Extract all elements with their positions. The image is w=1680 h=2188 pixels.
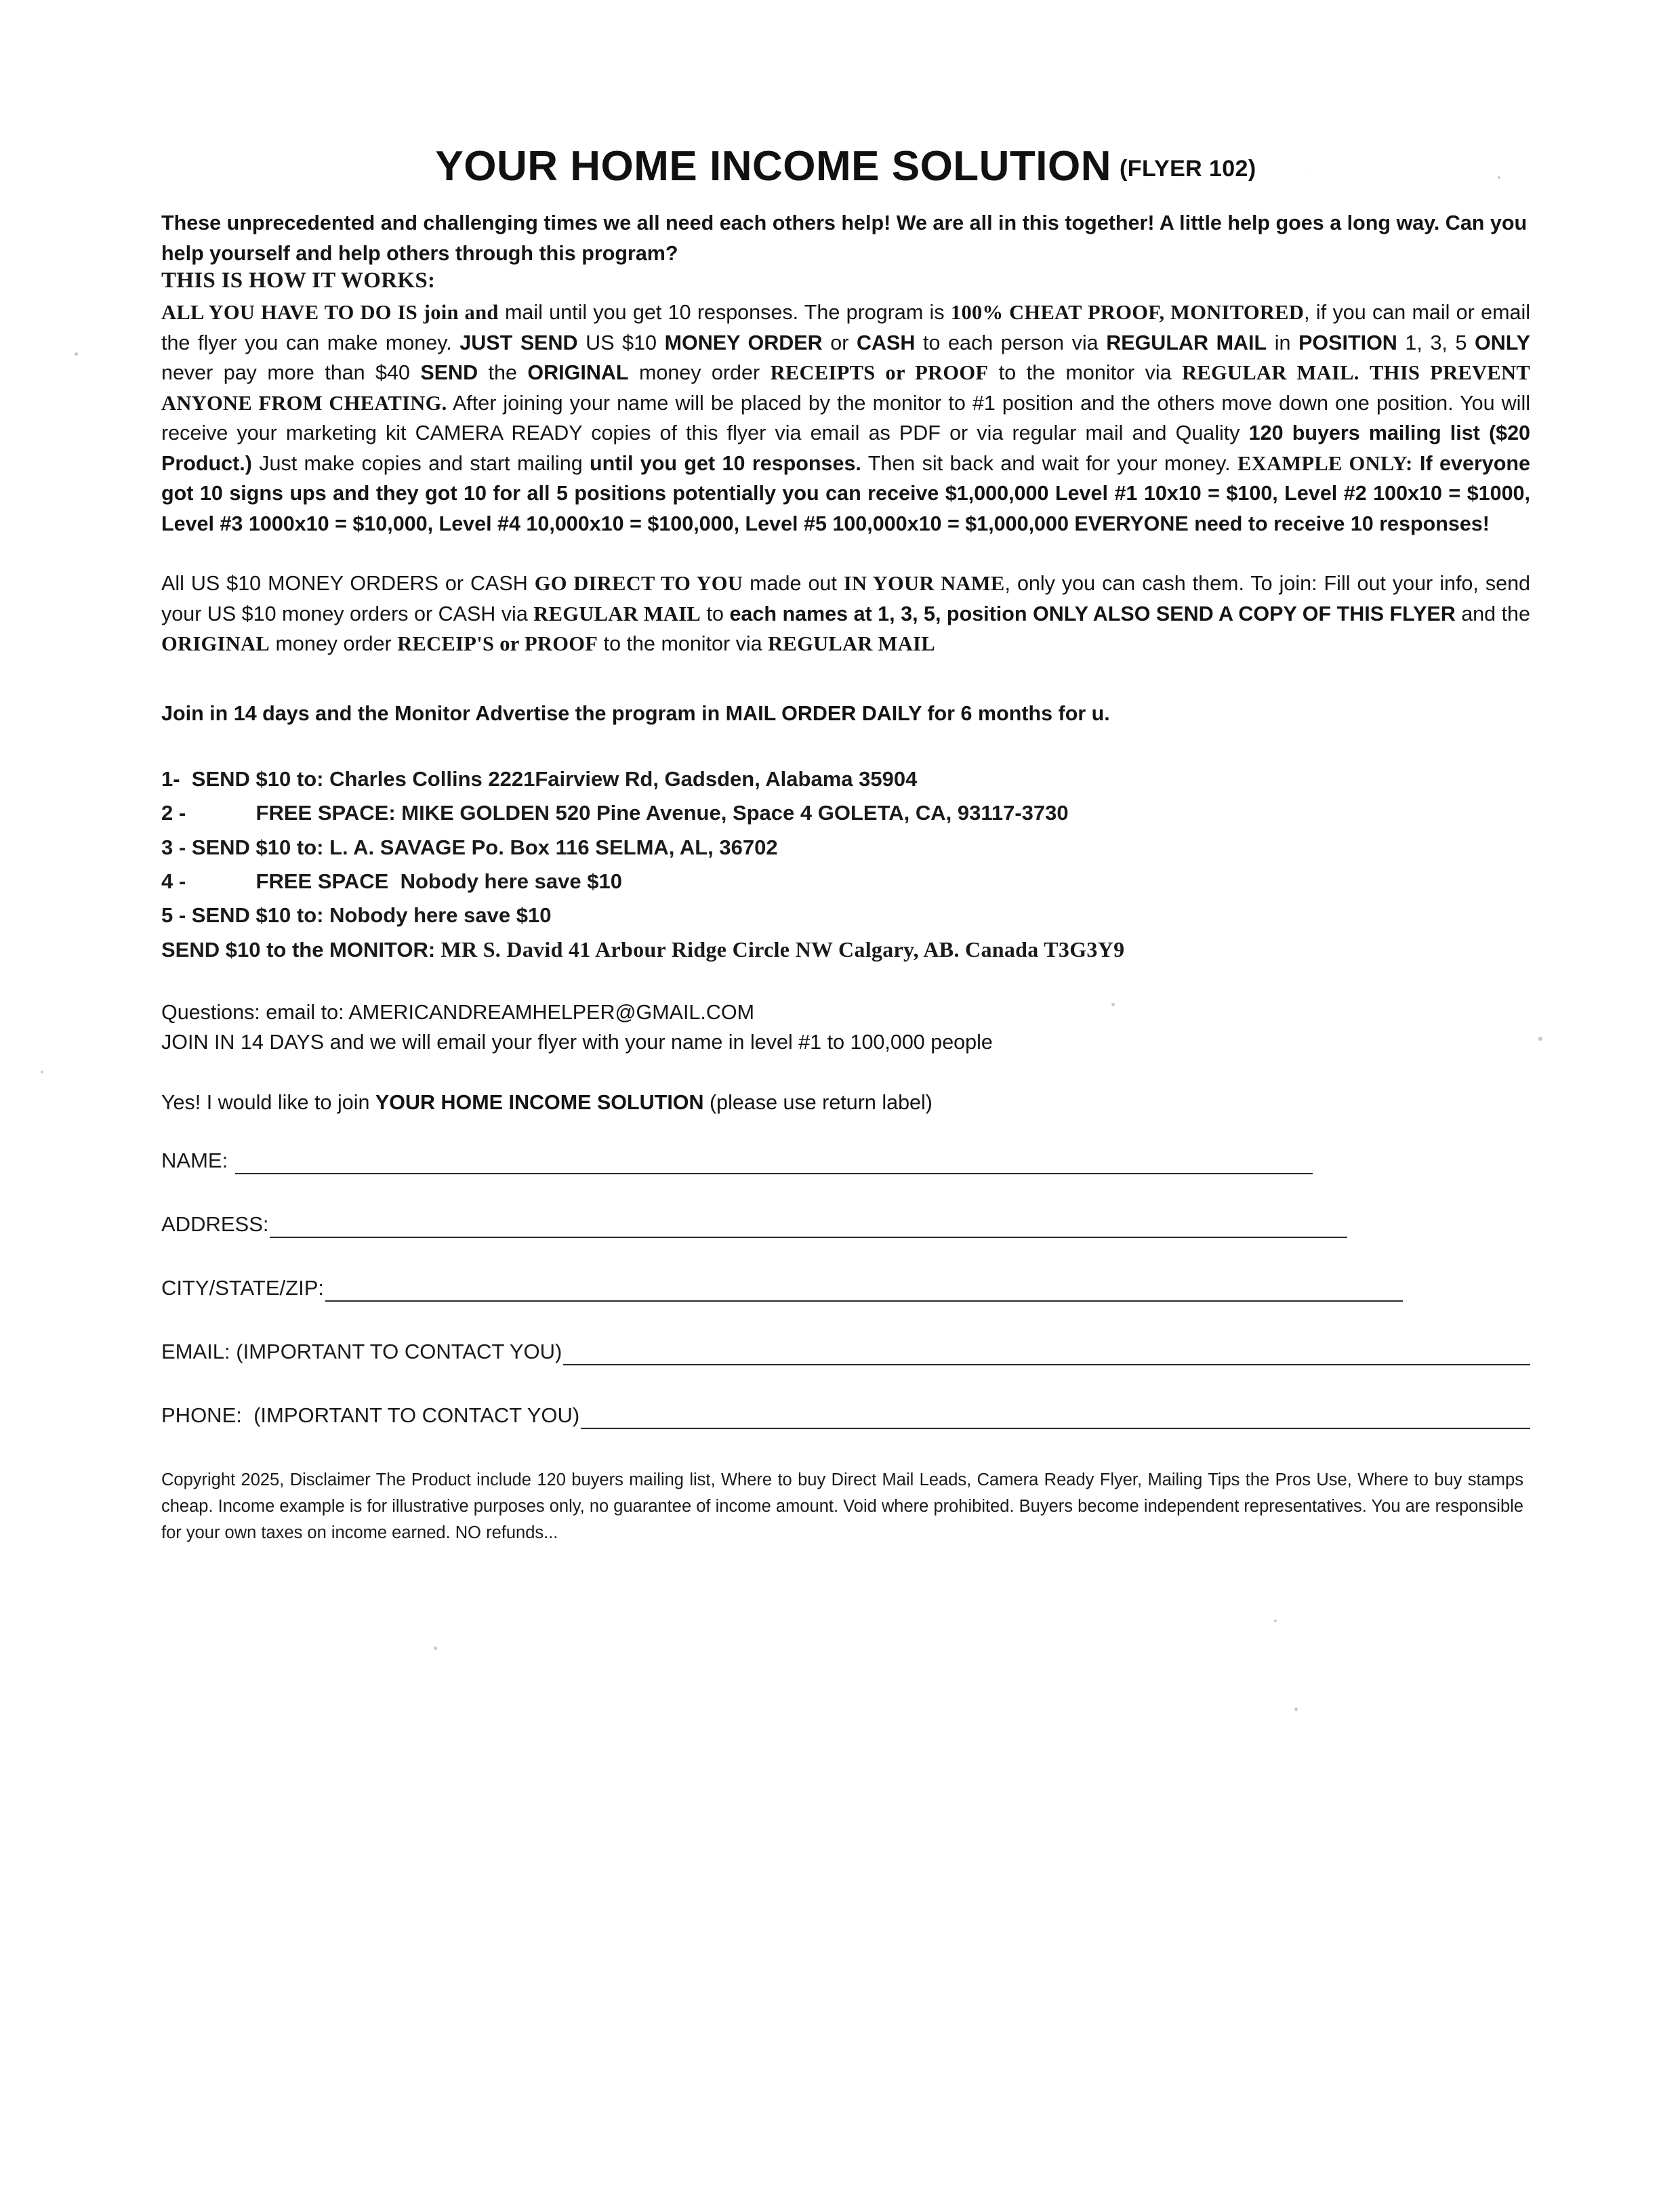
instructions-segment-13: 1, 3, 5 (1397, 331, 1475, 354)
instructions-segment-11: in (1267, 331, 1299, 354)
position-recipient: Nobody here save $10 (388, 869, 622, 893)
form-field-input[interactable] (563, 1344, 1530, 1365)
how-it-works-label: THIS IS HOW IT WORKS (161, 268, 428, 293)
payment-segment-12: to the monitor via (598, 632, 769, 656)
signup-intent-suffix: (please use return label) (703, 1090, 933, 1114)
form-field-row (161, 1149, 1530, 1174)
main-instructions-paragraph (161, 297, 1530, 539)
position-number: 4 - (161, 869, 186, 893)
instructions-segment-18: ORIGINAL (527, 361, 629, 385)
document-title-row (161, 142, 1530, 190)
monitor-line (161, 932, 1530, 967)
instructions-segment-28: until you get 10 responses. (590, 451, 861, 475)
payment-segment-2: made out (743, 572, 844, 596)
monitor-address: MR S. David 41 Arbour Ridge Circle NW Calgary, AB. Canada T3G3Y9 (435, 937, 1125, 962)
instructions-segment-24: THIS PREVENT ANYONE FROM CHEATING. (161, 361, 1530, 415)
how-it-works-heading (161, 268, 1530, 293)
payment-segment-6: to (701, 602, 730, 625)
position-row-1 (161, 762, 1530, 796)
instructions-segment-20: RECEIPTS or PROOF (770, 361, 989, 385)
instructions-segment-22: REGULAR MAIL. (1182, 361, 1359, 385)
instructions-segment-10: REGULAR MAIL (1106, 331, 1267, 354)
payment-segment-13: REGULAR MAIL (768, 632, 935, 656)
instructions-segment-21: to the monitor via (988, 361, 1183, 385)
position-action-label: SEND $10 to: (186, 903, 324, 928)
join-14-days-line: Join in 14 days and the Monitor Advertise the program in MAIL ORDER DAILY for 6 months for u. (161, 701, 1110, 725)
form-field-label: CITY/STATE/ZIP: (161, 1276, 324, 1300)
position-number: 2 - (161, 801, 186, 825)
position-number: 5 - (161, 903, 186, 928)
instructions-segment-31: If everyone got 10 signs ups and they got 10 for all 5 positions potentially you can receive $1,000,000 Level #1 10x10 = $100, Level #2 100x10 = $1000, Level #3 1000x10 = $10,000, Level #4 10,000x10 = $100,000, Level #5 100,000x10 = $1,000,000 EVERYONE need to receive 10 responses! (161, 451, 1530, 535)
form-field-row (161, 1276, 1530, 1302)
instructions-segment-12: POSITION (1298, 331, 1397, 354)
position-recipient: Nobody here save $10 (323, 903, 552, 928)
payment-segment-4: , only you can cash them. To join: Fill out your info, send your US $10 money orders or CASH via (161, 572, 1530, 625)
payment-segment-11: RECEIP'S or PROOF (397, 632, 598, 656)
instructions-segment-2: 100% CHEAT PROOF, MONITORED (950, 301, 1305, 325)
position-recipient: MIKE GOLDEN 520 Pine Avenue, Space 4 GOLETA, CA, 93117-3730 (395, 801, 1069, 825)
form-field-row (161, 1212, 1530, 1238)
instructions-segment-17: the (478, 361, 528, 385)
form-field-input[interactable] (581, 1407, 1530, 1429)
position-recipient: L. A. SAVAGE Po. Box 116 SELMA, AL, 36702 (323, 835, 778, 859)
join-email-line: JOIN IN 14 DAYS and we will email your flyer with your name in level #1 to 100,000 people (161, 1031, 993, 1054)
payment-segment-9: ORIGINAL (161, 632, 270, 656)
instructions-segment-4: JUST SEND (459, 331, 578, 354)
signup-intent-prefix: Yes! I would like to join (161, 1090, 375, 1114)
signup-program-name: YOUR HOME INCOME SOLUTION (375, 1090, 704, 1114)
instructions-segment-15: never pay more than $40 (161, 361, 421, 385)
instructions-segment-23 (1359, 361, 1370, 384)
instructions-segment-27: Just make copies and start mailing (251, 451, 590, 475)
position-recipient: Charles Collins 2221Fairview Rd, Gadsden, Alabama 35904 (323, 767, 918, 791)
payment-segment-1: GO DIRECT TO YOU (534, 572, 743, 596)
intro-paragraph: These unprecedented and challenging times we all need each others help! We are all in this together! A little help goes a long way. Can you help yourself and help others through this program? (161, 211, 1528, 265)
payment-instructions-paragraph (161, 569, 1530, 659)
questions-email-line: Questions: email to: AMERICANDREAMHELPER@GMAIL.COM (161, 1000, 755, 1024)
instructions-segment-30: EXAMPLE ONLY: (1237, 451, 1413, 475)
page-title: YOUR HOME INCOME SOLUTION (435, 143, 1112, 190)
instructions-segment-3: , if you can mail or email the flyer you can make money. (161, 301, 1530, 354)
document-body (161, 142, 1530, 1563)
position-action-label: SEND $10 to: (186, 835, 324, 859)
how-it-works-colon: : (428, 268, 436, 293)
form-field-input[interactable] (235, 1153, 1313, 1174)
form-field-input[interactable] (270, 1216, 1347, 1238)
instructions-segment-26: 120 buyers mailing list ($20 Product.) (161, 421, 1530, 475)
payment-segment-7: each names at 1, 3, 5, position ONLY ALSO SEND A COPY OF THIS FLYER (729, 602, 1456, 625)
payment-segment-8: and the (1455, 602, 1530, 625)
form-field-label: NAME: (161, 1149, 234, 1173)
position-action-label: SEND $10 to: (180, 767, 324, 791)
payment-segment-5: REGULAR MAIL (533, 602, 701, 625)
instructions-segment-29: Then sit back and wait for your money. (861, 451, 1238, 475)
instructions-segment-9: to each person via (915, 331, 1107, 354)
form-field-row (161, 1403, 1530, 1429)
instructions-segment-1: mail until you get 10 responses. The program is (498, 301, 951, 325)
position-row-5 (161, 899, 1530, 932)
payment-segment-3: IN YOUR NAME (843, 572, 1005, 596)
instructions-segment-19: money order (628, 361, 771, 385)
position-number: 1- (161, 767, 180, 791)
instructions-segment-7: or (822, 331, 857, 354)
position-row-2 (161, 796, 1530, 830)
instructions-segment-5: US $10 (577, 331, 665, 354)
position-row-3 (161, 831, 1530, 865)
instructions-segment-14: ONLY (1475, 331, 1530, 354)
instructions-segment-8: CASH (856, 331, 916, 354)
instructions-segment-0: ALL YOU HAVE TO DO IS join and (161, 301, 499, 325)
form-field-label: PHONE: (IMPORTANT TO CONTACT YOU) (161, 1403, 580, 1428)
position-number: 3 - (161, 835, 186, 859)
form-field-input[interactable] (325, 1280, 1403, 1302)
position-action-label: FREE SPACE: (186, 801, 396, 825)
payment-segment-10: money order (270, 632, 398, 656)
position-row-4 (161, 865, 1530, 899)
signup-form (161, 1149, 1530, 1429)
signup-intent-line (161, 1088, 1530, 1118)
positions-list (161, 762, 1530, 932)
position-action-label: FREE SPACE (186, 869, 389, 893)
form-field-row (161, 1340, 1530, 1365)
instructions-segment-6: MONEY ORDER (664, 331, 823, 354)
instructions-segment-16: SEND (420, 361, 478, 385)
monitor-label: SEND $10 to the MONITOR: (161, 938, 436, 962)
flyer-number: (FLYER 102) (1120, 156, 1256, 182)
instructions-segment-25: After joining your name will be placed by the monitor to #1 position and the others move down one position. You will receive your marketing kit CAMERA READY copies of this flyer via email as PDF or via regular mail and Quality (161, 391, 1530, 445)
copyright-disclaimer: Copyright 2025, Disclaimer The Product include 120 buyers mailing list, Where to buy Direct Mail Leads, Camera Ready Flyer, Mailing Tips the Pros Use, Where to buy stamps cheap. Income example is for illustrative purposes only, no guarantee of income amount. Void where prohibited. Buyers become independent representatives. You are responsible for your own taxes on income earned. NO refunds... (161, 1470, 1523, 1542)
form-field-label: EMAIL: (IMPORTANT TO CONTACT YOU) (161, 1340, 562, 1364)
payment-segment-0: All US $10 MONEY ORDERS or CASH (161, 572, 535, 596)
form-field-label: ADDRESS: (161, 1212, 269, 1237)
